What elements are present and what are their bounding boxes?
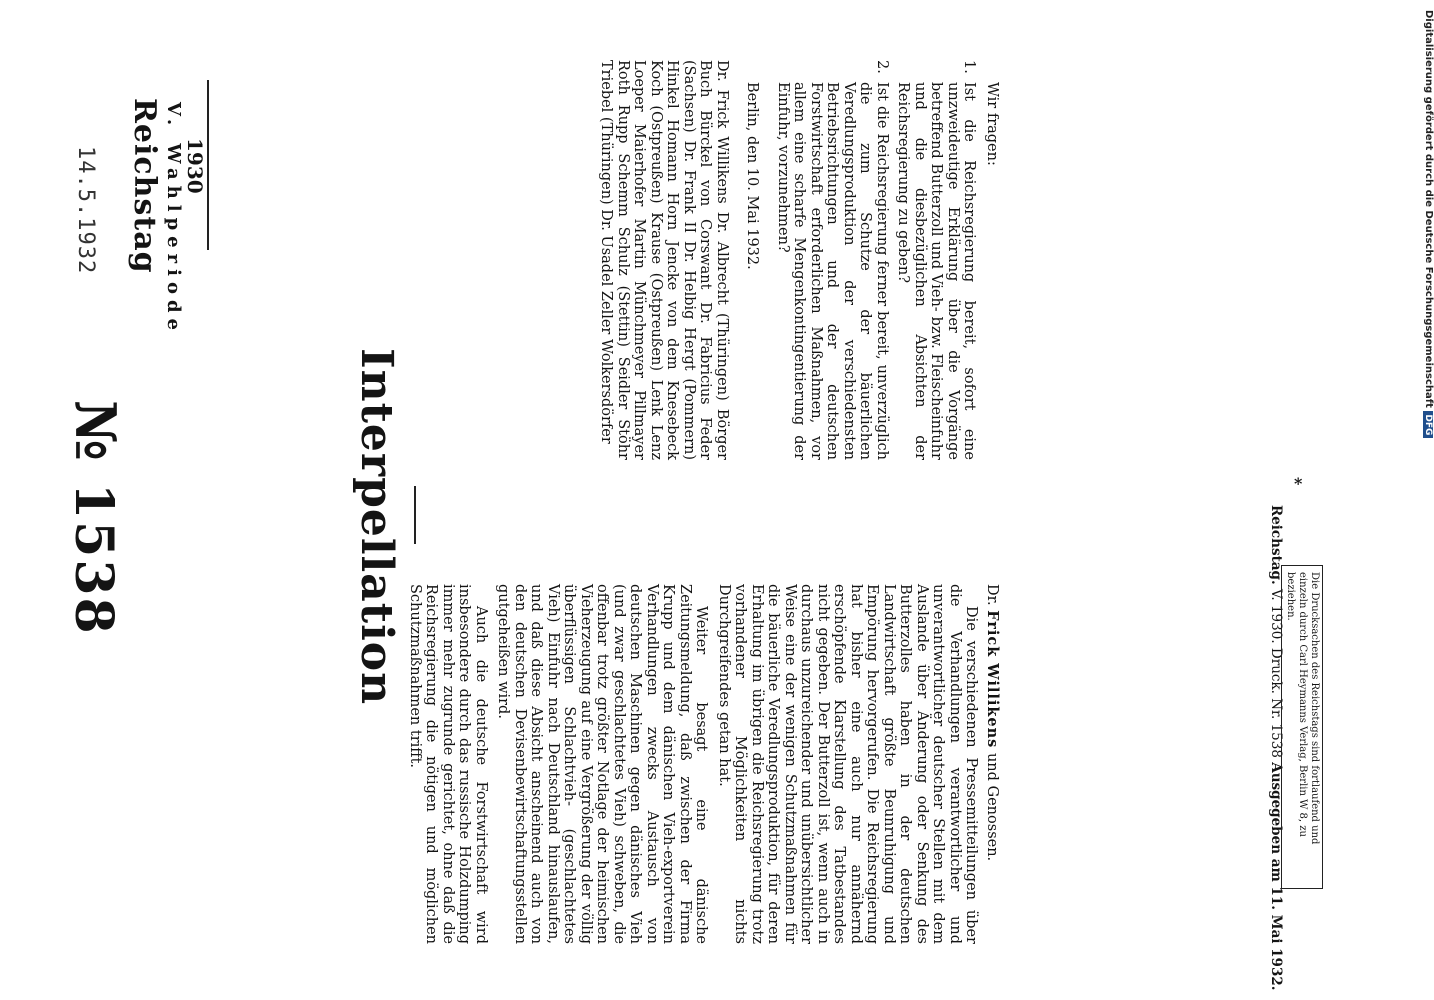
footer-print-line: Reichstag. V. 1930. Druck. Nr. 1538 Ausgegeben am 11. Mai 1932. [1268, 505, 1284, 991]
paragraph-2: Weiter besagt eine dänische Zeitungsmeldung, daß zwischen der Firma Krupp und dem dänischen Vieh-exportverein Verhandlungen zwecks Austausch von deutschen Maschinen gegen dänisches Vieh (und zwar geschlachtetes Vieh) schweben, die offenbar trotz größter Notlage der heimischen Vieherzeugung auf eine Vergrößerung der völlig überflüssigen Schlachtvieh- (geschlachtetes Vieh) Einfuhr nach Deutschland hinauslaufen, und daß diese Absicht anscheinend auch von den deutschen Devisenbewirtschaftungsstellen gutgeheißen wird. [495, 584, 710, 944]
title-rule [414, 486, 416, 544]
heading-rule [207, 80, 209, 250]
date-stamp: 14.5.1932 [73, 146, 98, 275]
document-number [62, 400, 128, 636]
place-date: Berlin, den 10. Mai 1932. [744, 82, 761, 270]
term-label: V. Wahlperiode [163, 102, 184, 336]
page-title: Interpellation [351, 348, 402, 706]
authors-line: Dr. Frick Willikens und Genossen. [984, 584, 1001, 862]
number-value: 1538 [63, 482, 124, 636]
parliament-name: Reichstag [127, 98, 162, 274]
dfg-logo-icon: DFG [1423, 411, 1433, 438]
paragraph-1: Die verschiedenen Pressemitteilungen über die Verhandlungen verantwortlicher und unverantwortlicher deutscher Stellen mit dem Auslande über Änderung oder Senkung des Butterzolles haben in der deutschen Landwirtschaft größte Beunruhigung und Empörung hervorgerufen. Die Reichsregierung hat bisher eine auch nur annähernd erschöpfende Klarstellung des Tatbestandes nicht gegeben. Der Butterzoll ist, wenn auch in durchaus unzureichender und unübersichtlicher Weise eine der wenigen Schutzmaßnahmen für die bäuerliche Veredlungsproduktion, für deren Erhaltung im übrigen die Reichsregierung trotz vorhandener Möglichkeiten nichts Durchgreifendes getan hat. [716, 584, 980, 944]
column-two [592, 60, 1000, 460]
term-year: 1930 [183, 138, 207, 194]
publisher-notice: Die Drucksachen des Reichstags sind fortlaufend und einzeln durch Carl Heymanns Verlag, Berlin W 8, zu beziehen. [1281, 565, 1323, 889]
paragraph-3: Auch die deutsche Forstwirtschaft wird insbesondere durch das russische Holzdumping immer mehr zugrunde gerichtet, ohne daß die Reichsregierung die nötigen und möglichen Schutzmaßnahmen trifft. [407, 584, 489, 944]
questions-intro: Wir fragen: [984, 82, 1000, 166]
question-2: 2. Ist die Reichsregierung ferner bereit, unverzüglich die zum Schutze der bäuerlichen Veredlungsproduktion der verschiedensten Betriebsrichtungen und der deutschen Forstwirtschaft erforderlichen Maßnahmen, vor allem eine scharfe Mengenkontingentierung der Einfuhr, vorzunehmen? [775, 60, 890, 460]
column-one [401, 584, 1001, 944]
question-list [775, 60, 978, 460]
asterisk-mark: * [1294, 474, 1303, 493]
dfg-margin-note: Digitalisierung gefördert durch die Deutsche Forschungsgemeinschaft DFG [1423, 10, 1434, 438]
question-1: 1. Ist die Reichsregierung bereit, sofort eine unzweideutige Erklärung über die Vorgänge betreffend Butterzoll und Vieh- bzw. Fleischeinfuhr und die diesbezüglichen Absichten der Reichsregierung zu geben? [895, 60, 978, 460]
signatories: Dr. Frick Willikens Dr. Albrecht (Thüringen) Börger Buch Bürckel von Corswant Dr. Fabricius Feder (Sachsen) Dr. Frank II Dr. Helbig Hergt (Pommern) Hinkel Homann Horn Jencke von dem Knesebeck Koch (Ostpreußen) Krause (Ostpreußen) Lenk Lenz Loeper Maierhofer Martin Münchmeyer Pillmayer Roth Rupp Schemm Schulz (Stettin) Seidler Stöhr Triebel (Thüringen) Dr. Usadel Zeller Wolkersdörfer [598, 60, 730, 460]
number-symbol: № [62, 400, 128, 463]
